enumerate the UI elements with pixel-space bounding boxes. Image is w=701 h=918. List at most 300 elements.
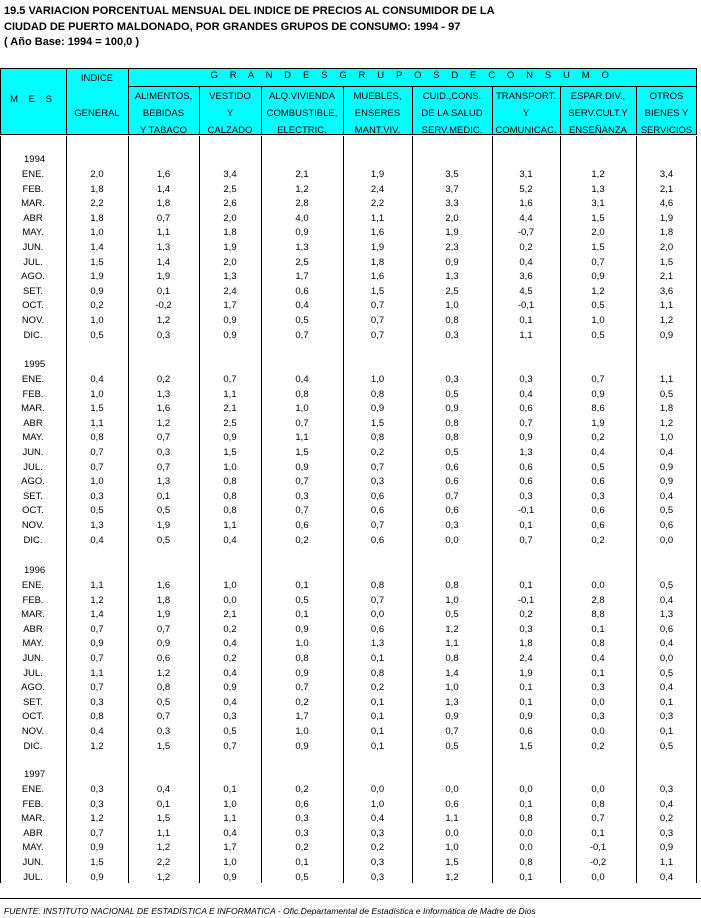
- header-column-label: SERVICIOS: [640, 125, 693, 136]
- value-cell: 0,9: [156, 638, 171, 650]
- value-cell: 0,8: [370, 388, 385, 400]
- value-cell: 0,9: [90, 842, 104, 854]
- header-column-label: MUEBLES,: [353, 91, 402, 102]
- table-bottom-rule: [0, 898, 701, 899]
- value-cell: 1,1: [223, 813, 237, 825]
- value-cell: 0,8: [445, 580, 459, 591]
- value-cell: 0,0: [659, 534, 674, 546]
- value-cell: 0,7: [445, 726, 459, 737]
- value-cell: 1,5: [90, 403, 104, 415]
- value-cell: 0,7: [90, 461, 104, 473]
- value-cell: 2,4: [519, 653, 533, 664]
- value-cell: 0,5: [156, 696, 171, 708]
- value-cell: 0,7: [519, 417, 533, 429]
- value-cell: 0,5: [591, 461, 605, 473]
- month-label: AGO.: [21, 476, 45, 488]
- value-cell: 0,6: [519, 476, 533, 488]
- value-cell: 0,2: [591, 740, 605, 752]
- value-cell: 1,5: [156, 740, 171, 752]
- value-cell: 1,1: [659, 300, 674, 312]
- value-cell: 0,5: [295, 315, 309, 326]
- value-cell: 0,3: [659, 827, 674, 839]
- month-label: FEB.: [22, 798, 44, 810]
- value-cell: 0,9: [519, 432, 533, 444]
- value-cell: 1,5: [591, 242, 605, 253]
- month-label: FEB.: [22, 594, 44, 606]
- value-cell: 0,9: [295, 461, 309, 473]
- value-cell: 1,5: [90, 857, 104, 868]
- value-cell: 0,7: [90, 682, 104, 694]
- value-cell: 4,5: [519, 285, 533, 297]
- month-label: FEB.: [22, 388, 44, 400]
- month-label: ABR: [23, 623, 43, 635]
- value-cell: 2,2: [90, 198, 104, 210]
- month-label: MAR.: [21, 813, 45, 825]
- table-row: [0, 667, 701, 681]
- value-cell: 1,7: [295, 711, 309, 723]
- value-cell: 1,9: [156, 520, 171, 531]
- value-cell: 0,8: [370, 667, 385, 679]
- value-cell: 1,2: [156, 842, 171, 854]
- month-label: NOV.: [21, 726, 45, 737]
- value-cell: 0,3: [591, 682, 605, 694]
- header-column-label: COMBUSTIBLE,: [266, 108, 338, 119]
- value-cell: 1,9: [370, 169, 385, 180]
- year-row: [0, 564, 701, 578]
- header-column-label: Y TABACO: [140, 125, 187, 136]
- value-cell: 1,0: [445, 842, 459, 854]
- value-cell: 1,0: [445, 682, 459, 694]
- value-cell: 0,2: [295, 534, 309, 546]
- value-cell: 1,5: [445, 857, 459, 868]
- value-cell: 0,4: [295, 374, 309, 385]
- month-label: NOV.: [21, 315, 45, 326]
- value-cell: 3,7: [445, 183, 459, 195]
- value-cell: 1,6: [370, 227, 385, 239]
- month-label: ABR: [23, 212, 43, 224]
- value-cell: 1,5: [659, 256, 674, 268]
- month-label: JUL.: [23, 256, 43, 268]
- value-cell: 1,5: [90, 256, 104, 268]
- value-cell: 0,8: [223, 476, 237, 488]
- value-cell: 4,4: [519, 212, 533, 224]
- value-cell: 2,1: [223, 609, 237, 621]
- value-cell: 0,1: [519, 520, 533, 531]
- value-cell: 0,6: [591, 520, 605, 531]
- value-cell: 0,7: [370, 329, 385, 341]
- value-cell: 0,3: [90, 490, 104, 502]
- value-cell: 0,3: [90, 798, 104, 810]
- value-cell: 2,3: [445, 242, 459, 253]
- value-cell: 0,7: [519, 534, 533, 546]
- value-cell: 0,9: [295, 667, 309, 679]
- table-row: [0, 226, 701, 240]
- value-cell: 0,3: [519, 623, 533, 635]
- value-cell: 0,4: [370, 813, 385, 825]
- value-cell: 0,9: [591, 388, 605, 400]
- table-row: [0, 329, 701, 343]
- value-cell: 0,5: [445, 447, 459, 458]
- value-cell: 4,0: [295, 212, 309, 224]
- value-cell: 0,6: [295, 798, 309, 810]
- value-cell: 0,7: [295, 329, 309, 341]
- header-column-label: CALZADO: [207, 125, 253, 136]
- value-cell: 2,0: [90, 169, 104, 180]
- value-cell: 0,7: [156, 461, 171, 473]
- value-cell: 0,6: [370, 623, 385, 635]
- value-cell: 3,4: [223, 169, 237, 180]
- value-cell: 0,1: [519, 871, 533, 883]
- table-row: [0, 504, 701, 518]
- value-cell: 0,5: [156, 534, 171, 546]
- value-cell: 0,9: [223, 682, 237, 694]
- value-cell: 1,9: [445, 227, 459, 239]
- header-column-label: SERV.CULT.Y: [568, 108, 628, 119]
- value-cell: 0,7: [591, 374, 605, 385]
- value-cell: 1,1: [295, 432, 309, 444]
- value-cell: 1,2: [156, 315, 171, 326]
- title-line-2: CIUDAD DE PUERTO MALDONADO, POR GRANDES GRUPOS DE CONSUMO: 1994 - 97: [4, 20, 461, 33]
- value-cell: 0,3: [370, 871, 385, 883]
- value-cell: 0,8: [591, 798, 605, 810]
- value-cell: 0,6: [370, 505, 385, 517]
- value-cell: 0,1: [659, 696, 674, 708]
- table-row: [0, 446, 701, 460]
- value-cell: 1,8: [370, 256, 385, 268]
- table-row: [0, 740, 701, 754]
- value-cell: 0,4: [659, 638, 674, 650]
- value-cell: 0,0: [370, 784, 385, 795]
- value-cell: 0,6: [591, 476, 605, 488]
- value-cell: 0,5: [591, 329, 605, 341]
- value-cell: 0,6: [295, 285, 309, 297]
- value-cell: 0,7: [90, 623, 104, 635]
- value-cell: -0,2: [589, 857, 607, 868]
- table-row: [0, 490, 701, 504]
- value-cell: 1,3: [445, 696, 459, 708]
- value-cell: 0,5: [659, 740, 674, 752]
- value-cell: 0,6: [156, 653, 171, 664]
- value-cell: 1,9: [659, 212, 674, 224]
- value-cell: 1,7: [295, 271, 309, 283]
- header-indice-line2: GENERAL: [74, 108, 120, 119]
- value-cell: 0,8: [223, 490, 237, 502]
- value-cell: 0,1: [591, 667, 605, 679]
- value-cell: 1,1: [90, 417, 104, 429]
- value-cell: 0,9: [370, 403, 385, 415]
- value-cell: 0,7: [223, 740, 237, 752]
- value-cell: 0,9: [90, 285, 104, 297]
- value-cell: 0,1: [295, 580, 309, 591]
- year-label: 1995: [24, 359, 46, 370]
- value-cell: 0,1: [370, 711, 385, 723]
- value-cell: 3,4: [659, 169, 674, 180]
- table-row: [0, 710, 701, 724]
- table-row: [0, 373, 701, 387]
- value-cell: 1,4: [90, 609, 104, 621]
- value-cell: 0,5: [445, 388, 459, 400]
- value-cell: 0,0: [519, 827, 533, 839]
- header-column-label: ESPAR.DIV.,: [570, 91, 626, 102]
- value-cell: 2,4: [223, 285, 237, 297]
- value-cell: 0,2: [591, 432, 605, 444]
- value-cell: 0,6: [519, 726, 533, 737]
- value-cell: 1,6: [370, 271, 385, 283]
- year-row: [0, 153, 701, 167]
- value-cell: 1,3: [156, 242, 171, 253]
- month-label: SET.: [22, 696, 44, 708]
- value-cell: 1,1: [156, 227, 171, 239]
- value-cell: 0,1: [156, 285, 171, 297]
- value-cell: 0,1: [156, 798, 171, 810]
- header-column-label: BIENES Y: [644, 108, 689, 119]
- table-row: [0, 725, 701, 739]
- value-cell: 0,0: [519, 784, 533, 795]
- value-cell: 0,6: [591, 505, 605, 517]
- value-cell: 1,8: [90, 183, 104, 195]
- value-cell: 0,1: [519, 798, 533, 810]
- value-cell: 0,9: [223, 329, 237, 341]
- month-label: MAR.: [21, 198, 45, 210]
- value-cell: 0,3: [90, 784, 104, 795]
- header-column-label: ENSEÑANZA: [568, 125, 628, 136]
- value-cell: 0,7: [445, 490, 459, 502]
- table-row: [0, 856, 701, 870]
- value-cell: 0,3: [519, 490, 533, 502]
- value-cell: 0,9: [223, 432, 237, 444]
- value-cell: 0,7: [90, 827, 104, 839]
- value-cell: 0,0: [659, 653, 674, 664]
- table-row: [0, 783, 701, 797]
- table-row: [0, 652, 701, 666]
- value-cell: 1,0: [295, 638, 309, 650]
- month-label: JUN.: [22, 242, 44, 253]
- value-cell: 0,4: [659, 447, 674, 458]
- value-cell: 0,8: [295, 653, 309, 664]
- value-cell: 3,6: [659, 285, 674, 297]
- value-cell: 0,4: [519, 256, 533, 268]
- header-column-label: COMUNICAC.: [495, 125, 557, 136]
- value-cell: 1,2: [90, 813, 104, 825]
- value-cell: 1,5: [370, 285, 385, 297]
- value-cell: 0,5: [223, 726, 237, 737]
- value-cell: 0,2: [156, 374, 171, 385]
- value-cell: 3,3: [445, 198, 459, 210]
- value-cell: 0,9: [295, 740, 309, 752]
- value-cell: 2,2: [156, 857, 171, 868]
- value-cell: 0,6: [295, 520, 309, 531]
- month-label: DIC.: [23, 329, 43, 341]
- value-cell: 0,9: [591, 271, 605, 283]
- value-cell: 0,3: [591, 711, 605, 723]
- table-row: [0, 388, 701, 402]
- header-column-label: ENSERES: [354, 108, 401, 119]
- table-row: [0, 579, 701, 593]
- value-cell: 1,5: [156, 813, 171, 825]
- table-row: [0, 798, 701, 812]
- value-cell: 0,9: [223, 315, 237, 326]
- value-cell: 0,2: [223, 653, 237, 664]
- value-cell: 1,8: [156, 594, 171, 606]
- value-cell: 1,0: [223, 798, 237, 810]
- value-cell: 0,4: [90, 534, 104, 546]
- value-cell: 1,5: [223, 447, 237, 458]
- value-cell: 4,6: [659, 198, 674, 210]
- value-cell: 0,1: [370, 653, 385, 664]
- month-label: MAY.: [22, 432, 44, 444]
- table-row: [0, 241, 701, 255]
- value-cell: 2,2: [370, 198, 385, 210]
- value-cell: 0,7: [90, 653, 104, 664]
- value-cell: 0,2: [519, 242, 533, 253]
- header-column-label: ALQ.VIVIENDA: [269, 91, 335, 102]
- year-row: [0, 768, 701, 782]
- table-title: [4, 4, 495, 51]
- value-cell: 0,5: [659, 505, 674, 517]
- value-cell: 0,7: [591, 256, 605, 268]
- value-cell: 2,0: [445, 212, 459, 224]
- value-cell: 1,2: [445, 871, 459, 883]
- table-row: [0, 431, 701, 445]
- value-cell: 0,2: [90, 300, 104, 312]
- header-column-label: SERV.MEDIC.: [421, 125, 483, 136]
- value-cell: 8,6: [591, 403, 605, 415]
- table-row: [0, 827, 701, 841]
- header-column-label: Y: [226, 108, 234, 119]
- value-cell: 0,5: [445, 740, 459, 752]
- value-cell: 1,9: [370, 242, 385, 253]
- value-cell: 0,3: [295, 827, 309, 839]
- value-cell: 0,2: [295, 696, 309, 708]
- value-cell: 0,6: [445, 461, 459, 473]
- month-label: JUL.: [23, 461, 43, 473]
- value-cell: 0,3: [591, 490, 605, 502]
- value-cell: 0,1: [519, 682, 533, 694]
- value-cell: 3,6: [519, 271, 533, 283]
- value-cell: 0,3: [156, 726, 171, 737]
- month-label: ENE.: [21, 169, 45, 180]
- value-cell: 0,3: [223, 711, 237, 723]
- value-cell: -0,1: [517, 505, 535, 517]
- table-row: [0, 212, 701, 226]
- table-row: [0, 168, 701, 182]
- value-cell: 1,2: [659, 315, 674, 326]
- value-cell: 0,2: [519, 609, 533, 621]
- table-row: [0, 314, 701, 328]
- value-cell: -0,7: [517, 227, 535, 239]
- value-cell: 1,2: [445, 623, 459, 635]
- month-label: OCT.: [22, 505, 44, 517]
- value-cell: 0,2: [370, 447, 385, 458]
- header-mes: M E S: [10, 94, 56, 105]
- value-cell: 0,9: [90, 638, 104, 650]
- value-cell: 0,1: [156, 490, 171, 502]
- value-cell: 0,0: [445, 534, 459, 546]
- month-label: AGO.: [21, 682, 45, 694]
- month-label: ENE.: [21, 374, 45, 385]
- month-label: ABR: [23, 827, 43, 839]
- value-cell: 0,2: [295, 842, 309, 854]
- value-cell: 1,6: [156, 403, 171, 415]
- value-cell: 0,5: [659, 388, 674, 400]
- value-cell: 1,1: [519, 329, 533, 341]
- value-cell: 0,5: [295, 594, 309, 606]
- value-cell: 0,5: [659, 580, 674, 591]
- value-cell: 0,9: [445, 711, 459, 723]
- value-cell: 0,4: [156, 784, 171, 795]
- value-cell: 0,1: [659, 726, 674, 737]
- value-cell: 0,7: [370, 300, 385, 312]
- value-cell: 0,8: [90, 432, 104, 444]
- value-cell: 0,7: [370, 520, 385, 531]
- table-row: [0, 534, 701, 548]
- value-cell: 2,1: [295, 169, 309, 180]
- value-cell: 0,8: [223, 505, 237, 517]
- value-cell: 3,5: [445, 169, 459, 180]
- value-cell: 0,9: [519, 711, 533, 723]
- table-row: [0, 623, 701, 637]
- table-row: [0, 183, 701, 197]
- month-label: NOV.: [21, 520, 45, 531]
- header-column-label: Y: [522, 108, 530, 119]
- value-cell: 1,4: [156, 183, 171, 195]
- value-cell: 1,8: [659, 227, 674, 239]
- value-cell: 0,4: [90, 374, 104, 385]
- value-cell: 1,1: [90, 580, 104, 591]
- value-cell: 0,5: [445, 609, 459, 621]
- value-cell: 1,2: [90, 594, 104, 606]
- value-cell: 0,0: [591, 696, 605, 708]
- month-label: MAY.: [22, 227, 44, 239]
- value-cell: 1,0: [445, 300, 459, 312]
- month-label: JUN.: [22, 447, 44, 458]
- value-cell: 0,3: [445, 329, 459, 341]
- month-label: SET.: [22, 490, 44, 502]
- value-cell: 2,0: [591, 227, 605, 239]
- value-cell: 2,5: [445, 285, 459, 297]
- value-cell: 1,1: [90, 667, 104, 679]
- value-cell: 0,7: [370, 315, 385, 326]
- value-cell: 1,2: [295, 183, 309, 195]
- value-cell: 0,7: [370, 461, 385, 473]
- title-line-3: ( Año Base: 1994 = 100,0 ): [4, 36, 140, 48]
- value-cell: 1,6: [156, 169, 171, 180]
- header-column-label: TRANSPORT.: [495, 91, 556, 102]
- month-label: AGO.: [21, 271, 45, 283]
- value-cell: -0,1: [517, 594, 535, 606]
- value-cell: 0,5: [659, 667, 674, 679]
- value-cell: 0,2: [370, 682, 385, 694]
- value-cell: 0,5: [295, 871, 309, 883]
- value-cell: 1,0: [445, 594, 459, 606]
- year-row: [0, 358, 701, 372]
- value-cell: 1,1: [445, 813, 459, 825]
- title-line-1: 19.5 VARIACION PORCENTUAL MENSUAL DEL INDICE DE PRECIOS AL CONSUMIDOR DE LA: [4, 5, 495, 17]
- value-cell: 0,2: [370, 842, 385, 854]
- value-cell: 0,9: [659, 476, 674, 488]
- value-cell: 0,7: [223, 374, 237, 385]
- value-cell: 1,0: [90, 476, 104, 488]
- value-cell: 0,7: [295, 476, 309, 488]
- month-label: DIC.: [23, 534, 43, 546]
- month-label: OCT.: [22, 300, 44, 312]
- value-cell: 0,4: [90, 726, 104, 737]
- value-cell: 2,0: [659, 242, 674, 253]
- value-cell: -0,1: [517, 300, 535, 312]
- value-cell: 0,9: [659, 329, 674, 341]
- value-cell: 0,6: [659, 520, 674, 531]
- value-cell: 1,0: [223, 857, 237, 868]
